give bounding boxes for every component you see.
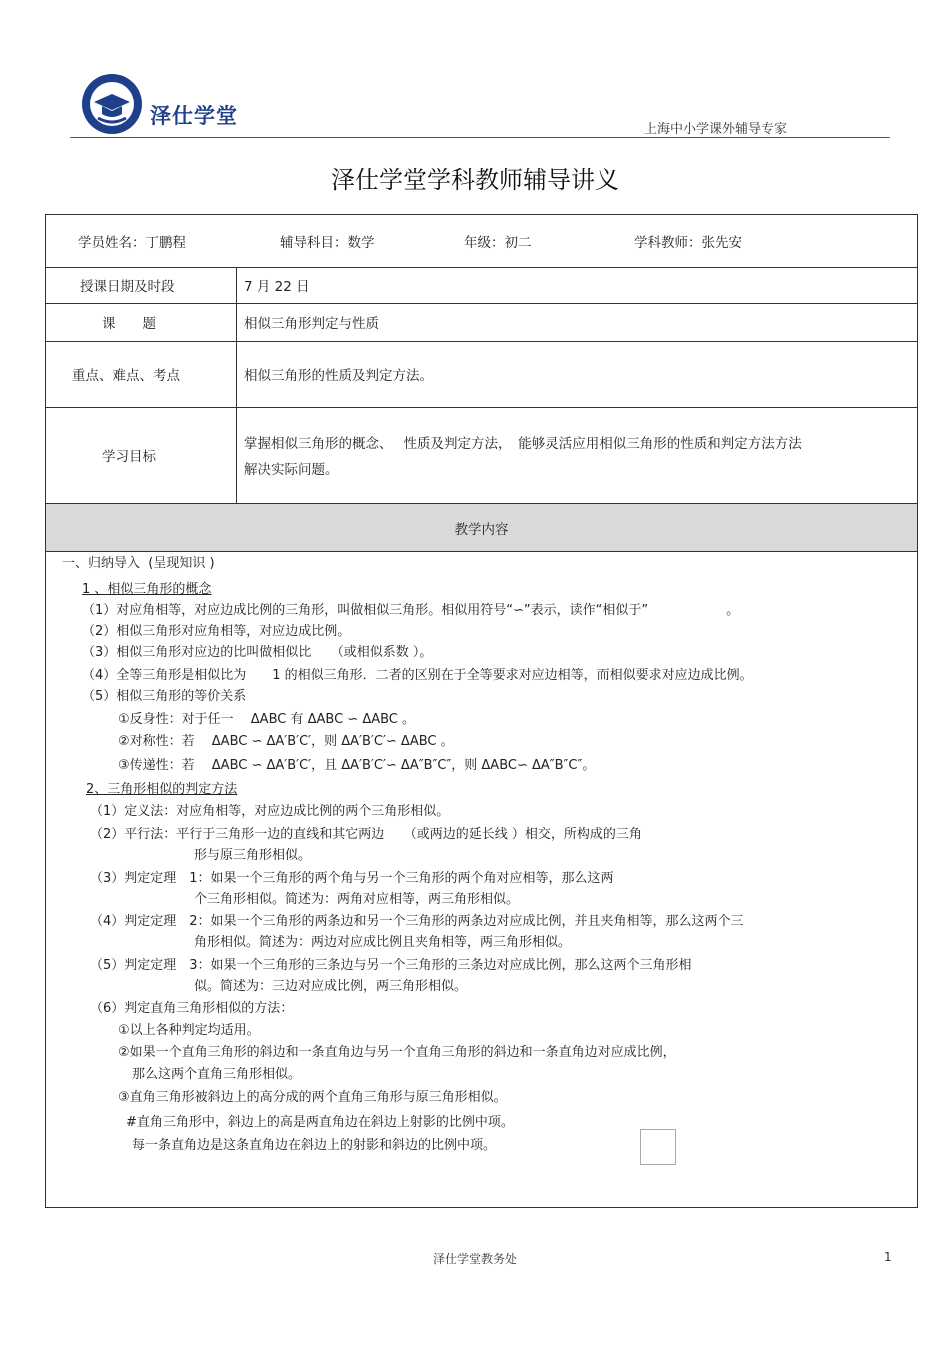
content-line: ③传递性：若 ΔABC ∽ ΔA′B′C′，且 ΔA′B′C′∽ ΔA″B″C″，则 ΔABC∽ ΔA″B″C″。 — [118, 758, 596, 773]
slogan: 上海中小学课外辅导专家 — [644, 122, 788, 137]
content-line: 角形相似。简述为：两边对应成比例且夹角相等，两三角形相似。 — [194, 935, 572, 950]
content-line: ②如果一个直角三角形的斜边和一条直角边与另一个直角三角形的斜边和一条直角边对应成比例， — [118, 1045, 676, 1060]
header-divider — [70, 137, 890, 138]
content-subheading: 1 、相似三角形的概念 — [82, 582, 212, 597]
row-divider — [46, 303, 917, 304]
row-divider — [46, 551, 917, 552]
content-subheading: 2、三角形相似的判定方法 — [86, 782, 238, 797]
content-line: 每一条直角边是这条直角边在斜边上的射影和斜边的比例中项。 — [132, 1138, 497, 1153]
topic-label: 课 题 — [102, 316, 156, 332]
goals-line-2: 解决实际问题。 — [244, 462, 339, 478]
content-line: 那么这两个直角三角形相似。 — [132, 1067, 302, 1082]
goals-line-1: 掌握相似三角形的概念、 性质及判定方法， 能够灵活应用相似三角形的性质和判定方法方法 — [244, 436, 802, 452]
content-line: （5）判定定理 3：如果一个三角形的三条边与另一个三角形的三条边对应成比例，那么这两个三角形相 — [90, 958, 692, 973]
content-line: （2）平行法：平行于三角形一边的直线和其它两边 （或两边的延长线 ）相交，所构成的三角 — [90, 827, 642, 842]
content-line: ①以上各种判定均适用。 — [118, 1023, 260, 1038]
column-divider — [236, 267, 237, 503]
content-line: 一、归纳导入 (呈现知识 ) — [62, 556, 215, 571]
document-title: 泽仕学堂学科教师辅导讲义 — [331, 166, 619, 194]
school-logo — [80, 72, 144, 136]
content-line: （4）全等三角形是相似比为 1 的相似三角形．二者的区别在于全等要求对应边相等，而相似要求对应边成比例。 — [82, 668, 753, 683]
topic-value: 相似三角形判定与性质 — [244, 316, 379, 332]
page-number: 1 — [884, 1250, 892, 1264]
goals-label: 学习目标 — [102, 449, 156, 465]
content-line: （1）对应角相等，对应边成比例的三角形，叫做相似三角形。相似用符号“∽”表示，读作“相似于” 。 — [82, 603, 740, 618]
row-divider — [46, 407, 917, 408]
content-line: （3）相似三角形对应边的比叫做相似比 （或相似系数 ）。 — [82, 645, 433, 660]
tutoring-subject: 辅导科目：数学 — [280, 235, 375, 251]
row-divider — [46, 341, 917, 342]
content-line: ③直角三角形被斜边上的高分成的两个直角三角形与原三角形相似。 — [118, 1090, 507, 1105]
content-line: #直角三角形中，斜边上的高是两直角边在斜边上射影的比例中项。 — [126, 1115, 514, 1130]
content-line: 似。简述为：三边对应成比例，两三角形相似。 — [194, 979, 468, 994]
row-divider — [46, 503, 917, 504]
date-label: 授课日期及时段 — [80, 279, 175, 295]
content-line: 个三角形相似。简述为：两角对应相等，两三角形相似。 — [194, 892, 520, 907]
grade: 年级：初二 — [464, 235, 532, 251]
key-points-label: 重点、难点、考点 — [72, 368, 180, 384]
date-value: 7 月 22 日 — [244, 279, 310, 295]
content-line: （1）定义法：对应角相等，对应边成比例的两个三角形相似。 — [90, 804, 450, 819]
content-line: ②对称性：若 ΔABC ∽ ΔA′B′C′，则 ΔA′B′C′∽ ΔABC 。 — [118, 734, 454, 749]
content-line: （2）相似三角形对应角相等，对应边成比例。 — [82, 624, 351, 639]
teacher-name: 学科教师：张先安 — [634, 235, 742, 251]
content-line: 形与原三角形相似。 — [194, 848, 312, 863]
content-line: （3）判定定理 1：如果一个三角形的两个角与另一个三角形的两个角对应相等，那么这两 — [90, 871, 614, 886]
key-points-value: 相似三角形的性质及判定方法。 — [244, 368, 433, 384]
content-line: （4）判定定理 2：如果一个三角形的两条边和另一个三角形的两条边对应成比例，并且夹角相等，那么这两个三 — [90, 914, 744, 929]
content-line: （6）判定直角三角形相似的方法： — [90, 1001, 294, 1016]
row-divider — [46, 267, 917, 268]
content-line: ①反身性：对于任一 ΔABC 有 ΔABC ∽ ΔABC 。 — [118, 712, 416, 727]
student-name: 学员姓名：丁鹏程 — [78, 235, 186, 251]
content-line: （5）相似三角形的等价关系 — [82, 689, 247, 704]
content-header: 教学内容 — [454, 522, 509, 538]
footer-org: 泽仕学堂教务处 — [432, 1252, 517, 1266]
empty-checkbox[interactable] — [640, 1129, 676, 1165]
logo-wordmark: 泽仕学堂 — [150, 104, 238, 128]
